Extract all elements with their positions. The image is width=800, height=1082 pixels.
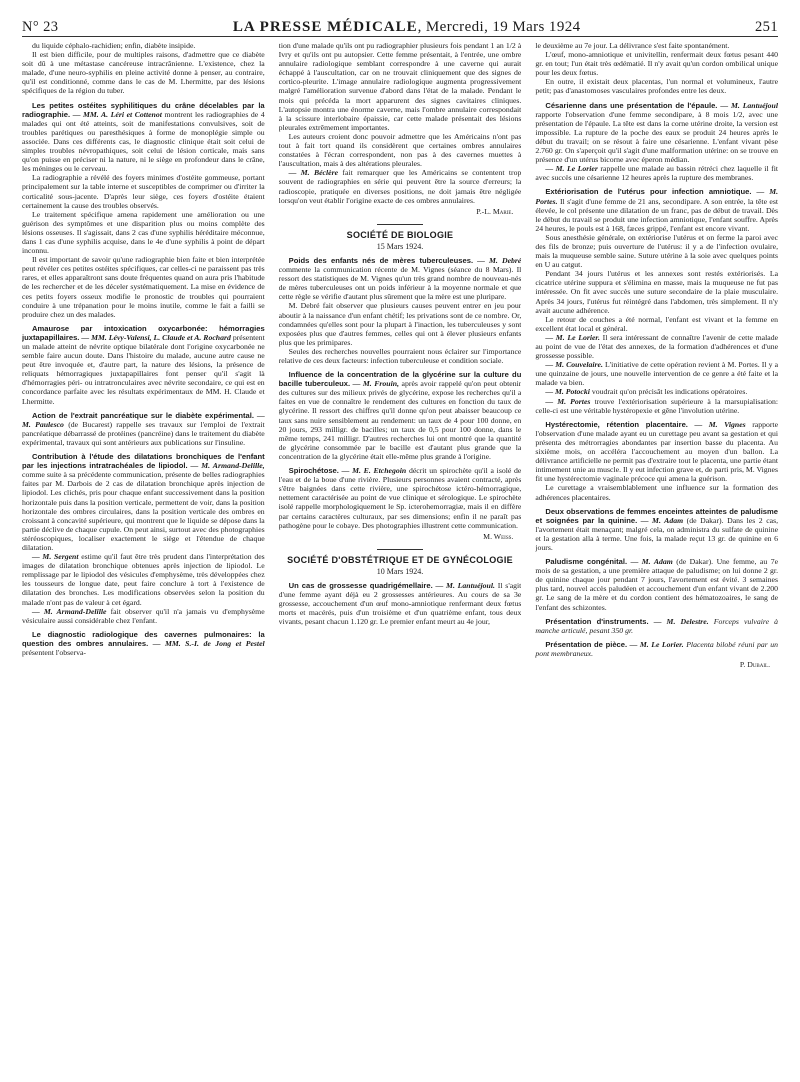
item-text: (de Dakar). Une femme, au 7e mois de sa gestation, a une première attaque de paludisme; on lui donne 2 gr. de quinine chaque jour pendant 7 jours, l'avortement est évité. 3 semaines plus tard, nouvel accès paludéen et accouchement d'un enfant vivant de 2.200 gr. Le sang de la mère et du cordon contient des hématozoaires, le sang de l'enfant des schizontes. (535, 557, 779, 612)
column-3 (535, 41, 778, 1078)
item (535, 617, 778, 635)
item (535, 101, 778, 165)
paragraph (535, 397, 778, 415)
item (279, 256, 522, 301)
text: En outre, il existait deux placentas, l'un normal et volumineux, l'autre petit; pas d'anastomoses vasculaires profondes entre les deux. (535, 77, 779, 96)
item-heading: Hystérectomie, rétention placentaire. (545, 419, 688, 429)
column-2 (279, 41, 522, 1078)
item-authors: — MM. Lévy-Valensi, L. Claude et A. Rochard (81, 332, 231, 342)
item-text: rapporte l'observation d'une femme secondipare, à 8 mois 1/2, avec une présentation de l'épaule. La tête est dans la corne utérine droite, la version est impossible. La rupture de la poche des eaux se produit 24 heures après le début du travail; on se résout à faire une césarienne. L'enfant vivant pèse 2.760 gr. On s'aperçoit qu'il s'agit d'une malformation utérine: on se trouve en présence d'un utérus bicorne avec éperon médian. (535, 109, 779, 165)
item-authors: — M. Portes (545, 396, 591, 406)
article-columns (22, 41, 778, 1078)
issue-number: N° 23 (22, 19, 59, 35)
item-heading: Deux observations de femmes enceintes atteintes de paludisme et soignées par la quinine. (535, 506, 779, 525)
item (22, 630, 265, 657)
item-authors: — M. Debré (477, 255, 522, 265)
item-text: fait remarquer que les Américains se contentent trop souvent de radiographies en série qui peuvent être la source d'erreurs; la radioscopie, pratiquée en diverses positions, ne doit jamais être négligée lorsqu'on veut établir l'origine exacte de ces ombres annulaires. (278, 168, 522, 205)
text: Il est bien difficile, pour de multiples raisons, d'admettre que ce diabète soit dû à une métastase cancéreuse intracrânienne. L'existence, chez la malade, d'une neuro-syphilis en pleine activité donne à penser, au contraire, qu'il est conditionné, comme dans le cas de M. Lhermitte, par des lésions spécifiques de la région du tuber. (22, 50, 265, 96)
item-text: estime qu'il faut être très prudent dans l'interprétation des images de dilatation bronchique obtenues après injection de lipiodol. Le remplissage par le lipiodol des vésicules d'emphysème, très développées chez les tousseurs de longue date, peut faire conclure à tort à l'existence de dilatation des bronches. Les modifications observées selon la position du malade n'ont pas de valeur à cet égard. (22, 552, 265, 607)
item-heading: Spirochétose. (288, 466, 339, 476)
item-text: rappelle une malade au bassin rétréci chez laquelle il fit avec succès une césarienne 12 heures après la rupture des membranes. (535, 164, 779, 183)
text: Pendant 34 jours l'utérus et les annexes sont restés extériorisés. La cicatrice utérine suppura et s'élimina en masse, mais la muqueuse ne fut pas intéressée. On fit avec succès une suture secondaire de la plaie musculaire. Après 34 jours, l'utérus fut réintégré dans l'abdomen, très simplement. Il n'y avait aucune adhérence. (535, 269, 779, 315)
item-text: Il s'agit d'une femme de 21 ans, secondipare. A son entrée, la tête est élevée, le col présente une dilatation de un franc, pas de début de travail. Dès le début du travail se produit une infection amniotique, l'enfant souffre. Après 24 heures, le pouls est à 168, fæces grippé, l'enfant est encore vivant. (535, 196, 779, 233)
item-text: présentent l'observa- (22, 648, 87, 657)
paragraph (279, 132, 522, 168)
item-text: Placenta bilobé réuni par un pont membraneux. (535, 639, 779, 658)
item-authors: — M. Le Lorier (545, 164, 598, 174)
item-text: commente la communication récente de M. Vignes (séance du 8 Mars). Il ressort des statistiques de M. Vignes qu'un très grand nombre de nouveau-nés de mères tuberculeuses ont un poids inférieur à la moyenne normale et que cette règle se vérifie d'autant plus sûrement que la mère est une pluripare. (278, 265, 522, 302)
section-header-biologie (279, 224, 522, 251)
item-text: fait observer qu'il n'a jamais vu d'emphysème vésiculaire aussi considérable chez l'enfant. (22, 606, 265, 625)
text: L'œuf, mono-amniotique et univitellin, renfermait deux fœtus pesant 440 gr. en tout; l'un était très œdématié. Il n'y avait qu'un cordon ombilical unique pour les deux fœtus. (535, 50, 779, 78)
item-authors: — M. Frouin, (352, 379, 400, 389)
item-authors: — M. Armand-Delille, (190, 461, 265, 471)
item (535, 420, 778, 484)
text: Les auteurs croient donc pouvoir admettre que les Américains n'ont pas tout à fait tort quand ils considèrent que certaines ombres annulaires constatées à l'écran correspondent, non pas à des cavernes muettes à l'auscultation, mais à des altérations pleurales. (278, 131, 522, 169)
section-date: 10 Mars 1924. (376, 566, 424, 576)
item-heading: Contribution à l'étude des dilatations bronchiques de l'enfant par les injections intratrachéales de lipiodol. (22, 452, 265, 471)
item (22, 324, 265, 406)
paragraph (279, 347, 522, 365)
signature: P.-L. Marie. (476, 206, 514, 216)
paragraph (535, 387, 778, 396)
paragraph (535, 50, 778, 77)
item-text: voudrait qu'on précisât les indications opératoires. (591, 387, 748, 397)
item-authors: — M. Paulesco (22, 410, 265, 429)
paragraph (22, 41, 265, 50)
item-heading: Action de l'extrait pancréatique sur le diabète expérimental. (32, 410, 254, 420)
text: La radiographie a révélé des foyers minimes d'ostéite gommeuse, portant principalement sur la table interne et susceptibles de comprimer ou d'irriter la corticalité sous-jacente. D'après leur siège, ces foyers d'ostéite étaient certainement la cause des troubles observés. (22, 173, 265, 210)
section-title: SOCIÉTÉ D'OBSTÉTRIQUE ET DE GYNÉCOLOGIE (287, 554, 513, 565)
paragraph (22, 255, 265, 319)
item-text: décrit un spirochète qu'il a isolé de l'eau et de la boue d'une rivière. Plusieurs personnes avaient contracté, après s'être baignées dans cette rivière, une spirochétose ictéro-hémorragique, nettement caractérisée au point de vue clinique et sérologique. Le spirochète isolé rappelle morphologiquement le Sp. icterohemorragiæ, mais il en diffère par certains caractères culturaux, par ses dimensions; enfin il ne paraît pas pathogène pour le cobaye. Des photographies illustrent cette communication. (278, 466, 522, 530)
item-text: Forceps vulvaire à manche articulé, pesant 350 gr. (535, 616, 779, 635)
item-authors: — M. Adam (630, 557, 673, 567)
paragraph (535, 360, 778, 387)
item-heading: Extériorisation de l'utérus pour infection amniotique. (545, 187, 752, 197)
item (535, 640, 778, 658)
paragraph (535, 483, 778, 501)
item (279, 466, 522, 530)
text: Sous anesthésie générale, on extériorise l'utérus et on ferme la paroi avec des fils de bronze; puis ouverture de l'utérus: il y a de l'infection ovulaire, mais la muqueuse semble saine. Suture utérine à la soie avec quelques points en U au catgut. (535, 232, 779, 270)
text: le deuxième au 7e jour. La délivrance s'est faite spontanément. (535, 41, 730, 50)
item-heading: Présentation d'instruments. (545, 616, 649, 626)
item-authors: — M. Lantuéjoul (720, 100, 779, 110)
paragraph (535, 77, 778, 95)
journal-title (233, 19, 581, 36)
item-text: Il sera intéressant de connaître l'avenir de cette malade au point de vue de l'état des annexes, de la formation d'adhérences et d'une grossesse possible. (535, 332, 779, 361)
item-authors: — MM. A. Léri et Cottenot (72, 109, 162, 119)
item (22, 411, 265, 447)
item-text: Il s'agit d'une femme ayant déjà eu 2 grossesses antérieures. Au cours de sa 3e grossesse, accouchement d'un œuf mono-amniotique renfermant deux fœtus morts et macérés, puis d'un troisième et d'un quatrième enfant, tous deux vivants, pesant chacun 1.120 gr. Le premier enfant meurt au 4e jour, (278, 580, 522, 627)
paragraph (535, 269, 778, 314)
item (535, 507, 778, 552)
page-header (22, 10, 778, 37)
item (535, 557, 778, 612)
item-heading: Les petites ostéites syphilitiques du crâne décelables par la radiographie. (22, 100, 265, 119)
item-authors: — M. Delestre. (653, 616, 709, 626)
item-heading: Influence de la concentration de la glycérine sur la culture du bacille tuberculeux. (278, 370, 522, 389)
divider (377, 549, 423, 550)
item-text: montrent les radiographies de 4 malades qui ont été atteints, soit de manifestations convulsives, soit de troubles parétiques ou paresthésiques à forme de monoplégie simple ou associée. Dans ces différents cas, le diagnostic clinique était soit celui de simples troubles névropathiques, soit celui de lésion corticale, mais sans qu'on puisse en préciser ni la nature, ni le siège en profondeur dans le crâne, les méninges ou le cerveau. (22, 109, 265, 174)
journal-name: LA PRESSE MÉDICALE (232, 19, 418, 35)
paragraph (535, 233, 778, 269)
item-text: trouve l'extériorisation supérieure à la marsupialisation: celle-ci est une véritable hystéropexie et gêne l'involution utérine. (535, 396, 779, 415)
text: Le retour de couches a été normal, l'enfant est vivant et la femme en excellent état local et général. (535, 314, 779, 333)
paragraph (22, 50, 265, 95)
section-header-obstetrique (279, 549, 522, 576)
item-authors: — M. Couvelaire. (545, 360, 603, 370)
item-heading: Césarienne dans une présentation de l'épaule. (545, 100, 718, 110)
text: M. Debré fait observer que plusieurs causes peuvent entrer en jeu pour aboutir à la naissance d'un enfant chétif; les privations sont de ce nombre. Or, condamnées qu'elles sont pour la plupart à l'inaction, les tuberculeuses y sont exposées plus que d'autres femmes, celles qui ont à élever plusieurs enfants plus que les primipares. (278, 301, 522, 347)
paragraph (535, 315, 778, 333)
section-title: SOCIÉTÉ DE BIOLOGIE (346, 229, 454, 240)
item (22, 452, 265, 552)
text: tion d'une malade qu'ils ont pu radiographier plusieurs fois pendant 1 an 1/2 à Ivry et qu'ils ont pu autopsier. Cette femme présentait, à l'entrée, une ombre annulaire radiologique semblant correspondre à une caverne qui aurait échappé à l'auscultation, car on ne trouvait cliniquement que des signes de cortico-pleurite. L'image annulaire radiologique augmenta progressivement malgré l'amélioration survenue d'abord dans l'état de la malade. Pendant le mois qui précéda la mort apparurent des signes cavitaires cliniques. L'autopsie montra une énorme caverne, mais l'ombre annulaire correspondait à la scissure interlobaire épaissie, car cette malade présentait des lésions pleurales extrêmement importantes. (278, 41, 522, 132)
issue-date: , Mercredi, 19 Mars 1924 (417, 19, 581, 35)
item-heading: Amaurose par intoxication oxycarbonée: hémorragies juxtapapillaires. (22, 323, 265, 342)
item-text: après avoir rappelé qu'on peut obtenir des cultures sur des milieux privés de glycérine, expose les recherches qu'il a faites en vue de connaître le rendement des cultures en fonction du taux de glycérine. Il ressort des chiffres qu'il donne qu'on peut abaisser beaucoup ce taux sans nuire sensiblement au rendement: un taux de 4 pour 100 donne, en 20 jours, 293 milligr. de bacilles; un taux de 0,5 pour 100 donne, dans le même temps, 241 milligr. D'autres recherches lui ont montré que la quantité de glycérine consommée par le bacille est d'autant plus grande que la concentration de la glycérine était elle-même plus grande à l'origine. (278, 379, 522, 461)
column-1 (22, 41, 265, 1078)
paragraph (22, 173, 265, 209)
paragraph (535, 333, 778, 360)
text: Il est important de savoir qu'une radiographie bien faite et bien interprétée peut révéler ces petites ostéites spécifiques, car celles-ci ne paraissent pas très rares, et elles apparaîtront sans doute fréquentes quand on aura pris l'habitude de les rechercher et de les déceler systématiquement. La mise en évidence de ces petits foyers osseux modifie le pronostic de troubles qui pourraient conduire à une trépanation pour le moins inutile, comme le fait a failli se produire chez un des malades. (22, 255, 265, 319)
paragraph (22, 210, 265, 255)
text: Le traitement spécifique amena rapidement une amélioration ou une guérison des symptômes et une disparition plus ou moins complète des lésions osseuses. Il s'agissait, dans 2 cas d'une syphilis héréditaire méconnue, dans 1 cas d'une syphilis acquise, dans le 4e d'une syphilis à point de départ inconnu. (22, 209, 265, 256)
item-authors: — M. Portes. (535, 187, 779, 206)
item-authors: — M. Vignes (694, 419, 746, 429)
item-text: comme suite à sa précédente communication, présente de belles radiographies faites par M. Darbois de 2 cas de dilatation bronchique après injection de lipiodol. Les clichés, pris pour chaque enfant successivement dans la position horizontale puis dans la position verticale, permettent de voir, dans la position horizontale des ombres circulaires, dans la position verticale des ombres en croissant à concavité supérieure, qui montrent que le liquide se dépose dans la partie déclive de chaque cupule. On peut ainsi, surtout avec des photographies stéréoscopiques, localiser exactement le siège et l'étendue de chaque dilatation. (22, 470, 265, 552)
item-text: (de Dakar). Dans les 2 cas, l'avortement était menaçant; malgré cela, on administra du sulfate de quinine et la gestation alla à terme. Une fois, la malade reçut 13 gr. de quinine en 6 jours. (535, 515, 779, 552)
paragraph (535, 41, 778, 50)
paragraph (279, 301, 522, 346)
signature: P. Dubail. (739, 660, 771, 669)
item-heading: Présentation de pièce. (545, 639, 628, 649)
signature: M. Weiss. (483, 531, 514, 541)
item (279, 581, 522, 626)
item (22, 101, 265, 174)
item-text: L'initiative de cette opération revient à M. Portes. Il y a une quinzaine de jours, une nouvelle intervention de ce genre a été faite et la malade va bien. (535, 360, 779, 388)
text: Le curettage a vraisemblablement une influence sur la formation des adhérences placentaires. (535, 483, 779, 502)
item-authors: — M. E. Etchegoin (341, 466, 407, 476)
text: du liquide céphalo-rachidien; enfin, diabète insipide. (32, 41, 196, 50)
item-authors: — M. Sergent (32, 552, 79, 562)
divider (377, 224, 423, 225)
page-number: 251 (755, 19, 778, 35)
paragraph (22, 607, 265, 625)
item-heading: Un cas de grossesse quadrigémellaire. (288, 580, 433, 590)
paragraph (279, 168, 522, 204)
item-heading: Poids des enfants nés de mères tuberculeuses. (288, 255, 474, 265)
text: Seules des recherches nouvelles pourraient nous éclairer sur l'importance relative de ces deux facteurs: infection tuberculeuse et condition sociale. (278, 346, 522, 365)
item-authors: — M. Adam (640, 515, 684, 525)
item-authors: — M. Lantuéjoul. (435, 580, 495, 590)
item-authors: — M. Le Lorier. (629, 639, 684, 649)
item-text: rapporte l'observation d'une malade ayant eu un curettage peu avant sa gestation et qui présenta des métrorragies abondantes par insertion basse du placenta. Au sixième mois, on accéléra l'accouchement au moyen d'un ballon. La délivrance artificielle ne permit pas d'extraire tout le placenta, une partie étant intimement unie au muscle. Il y eut infection grave et, de parti pris, M. Vignes fit une hystérectomie vaginale précoce qui amena la guérison. (535, 419, 779, 484)
paragraph (535, 164, 778, 182)
item-authors: — M. Armand-Delille (32, 606, 107, 616)
item-text: (de Bucarest) rappelle ses travaux sur l'emploi de l'extrait pancréatique débarrassé de protéines (pancréine) dans le traitement du diabète expérimental, travaux qui sont antérieurs aux publications sur l'insuline. (22, 419, 265, 447)
item (535, 187, 778, 232)
item-heading: Le diagnostic radiologique des cavernes pulmonaires: la question des ombres annulaires. (22, 629, 265, 648)
item-authors: — M. Le Lorier. (545, 332, 600, 342)
item-authors: — M. Béclère (288, 168, 339, 178)
paragraph (279, 41, 522, 132)
item-authors: — MM. S.-I. de Jong et Pestel (152, 638, 265, 648)
item-text: présentent un malade atteint de névrite optique bilatérale dont l'origine oxycarbonée ne semble faire aucun doute. Dans l'histoire du malade, aucune autre cause ne peut être invoquée et, d'autre part, la nature des lésions, la présence de reliquats hémorragiques juxtapapillaires font penser qu'il s'agit là d'hémorragies péri- ou intratronculaires avec névrite secondaire, ce qui est en concordance parfaite avec les résultats expérimentaux de MM. H. Claude et Lhermitte. (22, 332, 265, 406)
section-date: 15 Mars 1924. (376, 241, 424, 251)
item (279, 370, 522, 461)
item-authors: — M. Potocki (545, 387, 590, 397)
paragraph (22, 552, 265, 607)
item-heading: Paludisme congénital. (545, 557, 628, 567)
